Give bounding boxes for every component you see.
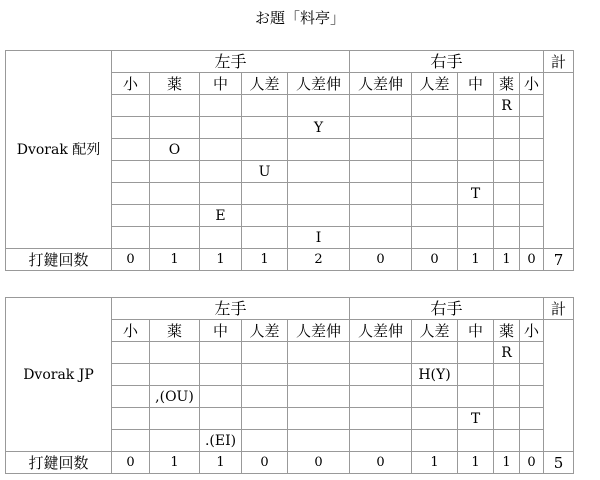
key-cell: [412, 386, 458, 408]
finger-header: 人差: [412, 73, 458, 95]
finger-header: 人差: [242, 73, 288, 95]
key-cell: [288, 183, 350, 205]
count-cell: 0: [242, 452, 288, 474]
finger-header: 中: [458, 320, 494, 342]
key-cell: [458, 205, 494, 227]
count-label: 打鍵回数: [6, 452, 112, 474]
key-cell: [458, 430, 494, 452]
count-cell: 1: [242, 249, 288, 271]
key-cell: T: [458, 183, 494, 205]
key-cell: [350, 408, 412, 430]
count-row: [6, 452, 574, 474]
count-cell: 1: [150, 452, 200, 474]
finger-header: 人差: [242, 320, 288, 342]
key-cell: [112, 161, 150, 183]
key-cell: [150, 117, 200, 139]
hand-header-row: [6, 298, 574, 320]
finger-header: 小: [112, 320, 150, 342]
keystroke-table-dvorak: [5, 50, 574, 271]
key-cell: [242, 227, 288, 249]
key-cell: H(Y): [412, 364, 458, 386]
key-cell: [288, 386, 350, 408]
key-cell: [150, 364, 200, 386]
count-total: 5: [544, 452, 574, 474]
key-cell: [412, 205, 458, 227]
keystroke-table-dvorak-jp: [5, 297, 574, 474]
key-cell: [288, 139, 350, 161]
key-cell: [520, 95, 544, 117]
count-row: [6, 249, 574, 271]
key-cell: [150, 430, 200, 452]
key-cell: [200, 408, 242, 430]
count-label: 打鍵回数: [6, 249, 112, 271]
key-cell: [458, 161, 494, 183]
key-cell: [494, 117, 520, 139]
key-cell: [112, 183, 150, 205]
count-cell: 1: [458, 249, 494, 271]
count-cell: 0: [350, 249, 412, 271]
key-cell: [200, 95, 242, 117]
key-cell: [150, 95, 200, 117]
finger-header: 人差伸: [288, 73, 350, 95]
left-hand-header: 左手: [112, 298, 350, 320]
layout-name: Dvorak JP: [6, 298, 112, 452]
finger-header: 人差伸: [350, 320, 412, 342]
key-cell: [112, 408, 150, 430]
count-cell: 0: [520, 452, 544, 474]
key-cell: [112, 205, 150, 227]
key-cell: [412, 408, 458, 430]
key-cell: [350, 183, 412, 205]
count-total: 7: [544, 249, 574, 271]
key-cell: I: [288, 227, 350, 249]
key-cell: .(EI): [200, 430, 242, 452]
key-cell: [288, 205, 350, 227]
finger-header: 薬: [494, 73, 520, 95]
key-cell: [112, 139, 150, 161]
key-cell: R: [494, 342, 520, 364]
left-hand-header: 左手: [112, 51, 350, 73]
key-cell: [242, 430, 288, 452]
key-cell: [112, 95, 150, 117]
key-cell: [242, 342, 288, 364]
finger-header: 薬: [150, 73, 200, 95]
key-cell: [350, 430, 412, 452]
key-cell: [458, 386, 494, 408]
count-cell: 0: [350, 452, 412, 474]
key-cell: [150, 183, 200, 205]
key-cell: [494, 386, 520, 408]
key-cell: [494, 408, 520, 430]
finger-header: 人差: [412, 320, 458, 342]
count-cell: 0: [520, 249, 544, 271]
key-cell: [494, 139, 520, 161]
key-cell: [112, 386, 150, 408]
key-cell: [200, 139, 242, 161]
finger-header: 中: [200, 320, 242, 342]
key-cell: [242, 205, 288, 227]
key-cell: [412, 95, 458, 117]
count-cell: 1: [200, 249, 242, 271]
count-cell: 0: [412, 249, 458, 271]
key-cell: [350, 342, 412, 364]
key-cell: [288, 161, 350, 183]
key-cell: [200, 227, 242, 249]
page-title: お題「料亭」: [254, 9, 345, 27]
count-cell: 1: [494, 249, 520, 271]
key-cell: [412, 430, 458, 452]
key-cell: [242, 364, 288, 386]
key-cell: [494, 364, 520, 386]
key-cell: [242, 386, 288, 408]
key-cell: R: [494, 95, 520, 117]
key-cell: [150, 408, 200, 430]
key-cell: [150, 342, 200, 364]
key-cell: E: [200, 205, 242, 227]
count-cell: 1: [200, 452, 242, 474]
key-cell: [350, 95, 412, 117]
key-cell: [520, 205, 544, 227]
finger-header: 小: [520, 73, 544, 95]
finger-header: 中: [200, 73, 242, 95]
key-cell: [494, 183, 520, 205]
key-cell: [458, 342, 494, 364]
count-cell: 1: [150, 249, 200, 271]
key-cell: [112, 117, 150, 139]
key-cell: [242, 183, 288, 205]
key-cell: [494, 430, 520, 452]
key-cell: [350, 161, 412, 183]
key-cell: [520, 408, 544, 430]
key-cell: T: [458, 408, 494, 430]
key-cell: [350, 205, 412, 227]
count-cell: 1: [412, 452, 458, 474]
key-cell: [412, 183, 458, 205]
right-hand-header: 右手: [350, 298, 544, 320]
key-cell: [288, 95, 350, 117]
total-header: 計: [544, 51, 574, 73]
key-cell: [494, 205, 520, 227]
key-cell: [458, 139, 494, 161]
right-hand-header: 右手: [350, 51, 544, 73]
key-cell: [520, 430, 544, 452]
finger-header: 中: [458, 73, 494, 95]
finger-header: 薬: [150, 320, 200, 342]
total-column-blank: [544, 320, 574, 452]
key-cell: [520, 364, 544, 386]
key-cell: [242, 95, 288, 117]
count-cell: 0: [112, 249, 150, 271]
key-cell: [150, 205, 200, 227]
key-cell: [112, 430, 150, 452]
count-cell: 1: [494, 452, 520, 474]
count-cell: 2: [288, 249, 350, 271]
key-cell: [350, 117, 412, 139]
key-cell: [112, 227, 150, 249]
key-cell: [412, 227, 458, 249]
key-cell: [350, 386, 412, 408]
key-cell: [520, 117, 544, 139]
key-cell: [412, 117, 458, 139]
hand-header-row: [6, 51, 574, 73]
key-cell: [288, 430, 350, 452]
key-cell: [520, 139, 544, 161]
count-cell: 1: [458, 452, 494, 474]
total-column-blank: [544, 73, 574, 249]
key-cell: [412, 139, 458, 161]
key-cell: [112, 342, 150, 364]
key-cell: [350, 139, 412, 161]
key-cell: [200, 117, 242, 139]
key-cell: [494, 227, 520, 249]
key-cell: O: [150, 139, 200, 161]
count-cell: 0: [112, 452, 150, 474]
key-cell: [200, 161, 242, 183]
key-cell: [242, 408, 288, 430]
key-cell: [458, 227, 494, 249]
key-cell: [112, 364, 150, 386]
key-cell: [458, 95, 494, 117]
key-cell: [150, 161, 200, 183]
key-cell: [200, 364, 242, 386]
key-cell: [288, 364, 350, 386]
key-cell: [520, 386, 544, 408]
key-cell: [350, 227, 412, 249]
finger-header: 薬: [494, 320, 520, 342]
key-cell: [242, 117, 288, 139]
key-cell: Y: [288, 117, 350, 139]
key-cell: [150, 227, 200, 249]
count-cell: 0: [288, 452, 350, 474]
key-cell: [458, 364, 494, 386]
total-header: 計: [544, 298, 574, 320]
layout-name: Dvorak 配列: [6, 51, 112, 249]
key-cell: [288, 342, 350, 364]
key-cell: [494, 161, 520, 183]
finger-header: 小: [112, 73, 150, 95]
key-cell: [200, 386, 242, 408]
key-cell: [520, 342, 544, 364]
finger-header: 人差伸: [288, 320, 350, 342]
finger-header: 人差伸: [350, 73, 412, 95]
key-cell: [350, 364, 412, 386]
key-cell: [412, 342, 458, 364]
key-cell: [412, 161, 458, 183]
key-cell: [458, 117, 494, 139]
key-cell: U: [242, 161, 288, 183]
key-cell: [520, 161, 544, 183]
finger-header: 小: [520, 320, 544, 342]
key-cell: [200, 183, 242, 205]
key-cell: [200, 342, 242, 364]
key-cell: [520, 227, 544, 249]
key-cell: [288, 408, 350, 430]
key-cell: [520, 183, 544, 205]
key-cell: ,(OU): [150, 386, 200, 408]
key-cell: [242, 139, 288, 161]
